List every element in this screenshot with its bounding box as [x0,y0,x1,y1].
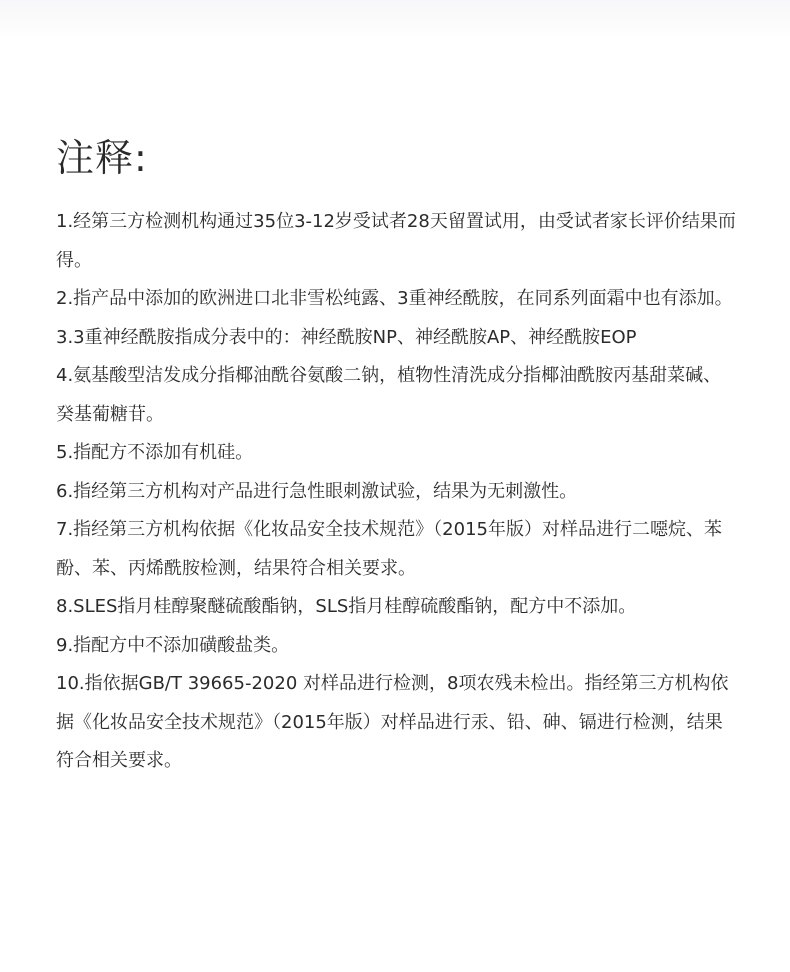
note-9: 9.指配方中不添加磺酸盐类。 [56,634,290,656]
note-5: 5.指配方不添加有机硅。 [56,442,254,463]
note-6: 6.指经第三方机构对产品进行急性眼刺激试验，结果为无刺激性。 [56,480,578,502]
note-1: 1.经第三方检测机构通过35位3-12岁受试者28天留置试用，由受试者家长评价结果而得。 [56,211,736,271]
note-8: 8.SLES指月桂醇聚醚硫酸酯钠，SLS指月桂醇硫酸酯钠，配方中不添加。 [56,596,637,617]
note-2: 2.指产品中添加的欧洲进口北非雪松纯露、3重神经酰胺，在同系列面霜中也有添加。 [56,288,733,309]
note-10: 10.指依据GB/T 39665-2020 对样品进行检测，8项农残未检出。指经第三方机构依据《化妆品安全技术规范》（2015年版）对样品进行汞、铅、砷、镉进行检测，结果符合相关要求。 [56,673,729,771]
notes-list [56,203,738,781]
top-fade [0,0,790,40]
note-4: 4.氨基酸型洁发成分指椰油酰谷氨酸二钠，植物性清洗成分指椰油酰胺丙基甜菜碱、癸基葡糖苷。 [56,365,722,425]
notes-title: 注释: [56,136,148,180]
note-3: 3.3重神经酰胺指成分表中的：神经酰胺NP、神经酰胺AP、神经酰胺EOP [56,326,637,348]
note-7: 7.指经第三方机构依据《化妆品安全技术规范》（2015年版）对样品进行二噁烷、苯酚、苯、丙烯酰胺检测，结果符合相关要求。 [56,519,722,579]
